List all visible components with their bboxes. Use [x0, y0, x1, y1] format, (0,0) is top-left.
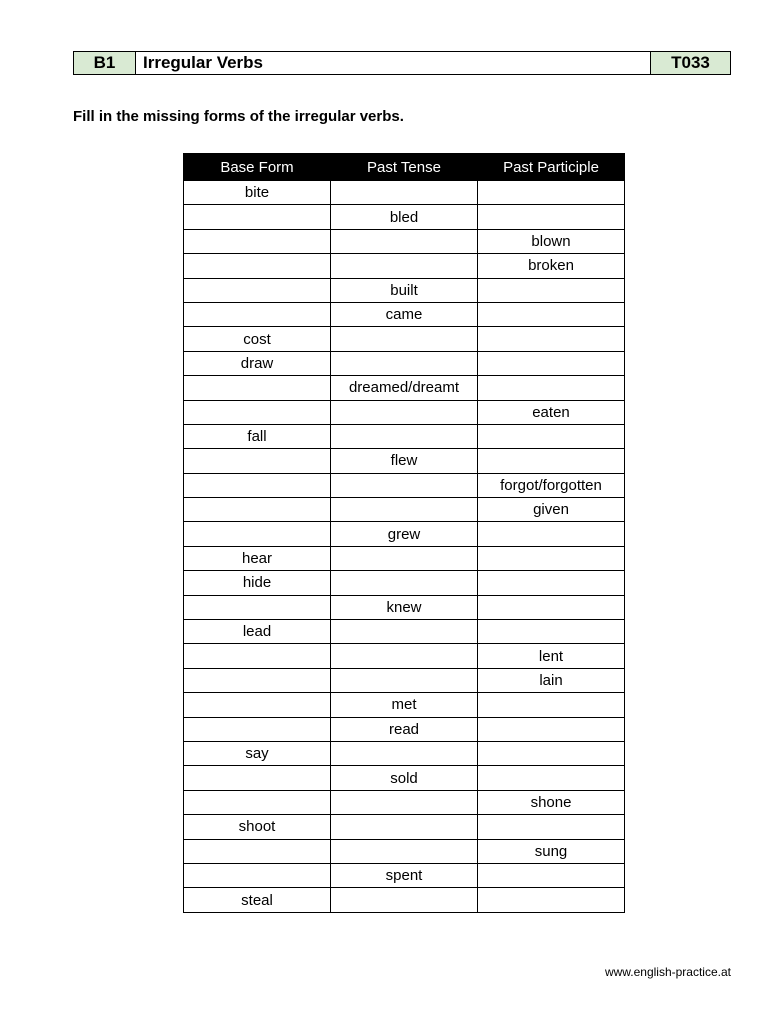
table-row — [184, 473, 625, 497]
base-form-cell — [184, 717, 331, 741]
table-row — [184, 644, 625, 668]
past-participle-cell — [478, 351, 625, 375]
past-participle-cell: shone — [478, 790, 625, 814]
table-row — [184, 717, 625, 741]
past-tense-cell: came — [331, 302, 478, 326]
past-participle-cell — [478, 278, 625, 302]
past-participle-cell: lent — [478, 644, 625, 668]
table-row — [184, 302, 625, 326]
base-form-cell — [184, 400, 331, 424]
past-tense-cell — [331, 815, 478, 839]
base-form-cell — [184, 449, 331, 473]
past-participle-cell: broken — [478, 254, 625, 278]
base-form-cell — [184, 205, 331, 229]
table-row — [184, 229, 625, 253]
past-participle-cell: blown — [478, 229, 625, 253]
past-tense-cell — [331, 327, 478, 351]
base-form-cell — [184, 790, 331, 814]
table-row — [184, 327, 625, 351]
past-tense-cell — [331, 668, 478, 692]
past-participle-cell — [478, 741, 625, 765]
past-tense-cell — [331, 839, 478, 863]
past-participle-cell — [478, 546, 625, 570]
past-participle-cell: given — [478, 498, 625, 522]
past-tense-cell: built — [331, 278, 478, 302]
past-tense-cell — [331, 620, 478, 644]
past-tense-cell: read — [331, 717, 478, 741]
past-tense-cell — [331, 546, 478, 570]
base-form-cell — [184, 644, 331, 668]
table-row — [184, 254, 625, 278]
past-tense-cell — [331, 644, 478, 668]
verb-table-body — [184, 181, 625, 913]
past-participle-cell — [478, 815, 625, 839]
base-form-cell — [184, 668, 331, 692]
past-tense-cell — [331, 741, 478, 765]
past-participle-cell — [478, 424, 625, 448]
base-form-cell — [184, 229, 331, 253]
past-participle-cell — [478, 620, 625, 644]
table-row — [184, 741, 625, 765]
base-form-cell — [184, 473, 331, 497]
base-form-cell: lead — [184, 620, 331, 644]
past-tense-cell — [331, 229, 478, 253]
past-participle-cell: sung — [478, 839, 625, 863]
past-tense-cell — [331, 424, 478, 448]
base-form-cell: cost — [184, 327, 331, 351]
table-row — [184, 693, 625, 717]
footer-url: www.english-practice.at — [604, 965, 731, 979]
past-participle-cell — [478, 717, 625, 741]
past-participle-cell — [478, 888, 625, 912]
table-row — [184, 351, 625, 375]
table-row — [184, 498, 625, 522]
past-participle-cell — [478, 595, 625, 619]
past-participle-cell — [478, 693, 625, 717]
past-tense-cell — [331, 400, 478, 424]
table-row — [184, 815, 625, 839]
instruction-text: Fill in the missing forms of the irregular verbs. — [73, 108, 404, 125]
past-participle-cell — [478, 181, 625, 205]
table-row — [184, 571, 625, 595]
past-participle-cell: lain — [478, 668, 625, 692]
base-form-cell — [184, 522, 331, 546]
past-tense-cell — [331, 351, 478, 375]
base-form-cell: hide — [184, 571, 331, 595]
base-form-cell: bite — [184, 181, 331, 205]
past-tense-cell — [331, 473, 478, 497]
past-participle-cell — [478, 205, 625, 229]
table-row — [184, 522, 625, 546]
table-row — [184, 888, 625, 912]
past-tense-cell: knew — [331, 595, 478, 619]
past-tense-cell: bled — [331, 205, 478, 229]
past-participle-cell — [478, 449, 625, 473]
past-participle-cell — [478, 571, 625, 595]
worksheet-header — [73, 51, 731, 75]
past-participle-cell: eaten — [478, 400, 625, 424]
base-form-cell — [184, 595, 331, 619]
past-tense-cell: met — [331, 693, 478, 717]
column-header-past-participle: Past Participle — [478, 154, 625, 181]
base-form-cell: fall — [184, 424, 331, 448]
past-tense-cell — [331, 888, 478, 912]
past-participle-cell — [478, 302, 625, 326]
past-tense-cell — [331, 571, 478, 595]
base-form-cell: hear — [184, 546, 331, 570]
base-form-cell — [184, 498, 331, 522]
base-form-cell: say — [184, 741, 331, 765]
table-row — [184, 424, 625, 448]
table-row — [184, 595, 625, 619]
worksheet-title: Irregular Verbs — [136, 52, 650, 74]
base-form-cell — [184, 376, 331, 400]
past-tense-cell: grew — [331, 522, 478, 546]
base-form-cell — [184, 766, 331, 790]
table-row — [184, 546, 625, 570]
base-form-cell — [184, 254, 331, 278]
table-row — [184, 863, 625, 887]
past-participle-cell — [478, 522, 625, 546]
verb-table — [183, 153, 625, 913]
past-tense-cell: dreamed/dreamt — [331, 376, 478, 400]
past-tense-cell — [331, 790, 478, 814]
past-participle-cell — [478, 766, 625, 790]
past-tense-cell — [331, 498, 478, 522]
base-form-cell — [184, 693, 331, 717]
worksheet-code: T033 — [650, 52, 730, 74]
base-form-cell — [184, 302, 331, 326]
level-badge: B1 — [74, 52, 136, 74]
past-participle-cell — [478, 863, 625, 887]
past-tense-cell: sold — [331, 766, 478, 790]
table-row — [184, 205, 625, 229]
past-tense-cell — [331, 254, 478, 278]
past-participle-cell — [478, 327, 625, 351]
column-header-base-form: Base Form — [184, 154, 331, 181]
base-form-cell — [184, 839, 331, 863]
table-row — [184, 766, 625, 790]
table-row — [184, 400, 625, 424]
base-form-cell: steal — [184, 888, 331, 912]
past-participle-cell — [478, 376, 625, 400]
column-header-past-tense: Past Tense — [331, 154, 478, 181]
table-header-row — [184, 154, 625, 181]
past-tense-cell — [331, 181, 478, 205]
base-form-cell: shoot — [184, 815, 331, 839]
table-row — [184, 376, 625, 400]
table-row — [184, 620, 625, 644]
past-participle-cell: forgot/forgotten — [478, 473, 625, 497]
table-row — [184, 839, 625, 863]
table-row — [184, 668, 625, 692]
past-tense-cell: spent — [331, 863, 478, 887]
past-tense-cell: flew — [331, 449, 478, 473]
table-row — [184, 278, 625, 302]
table-row — [184, 181, 625, 205]
base-form-cell: draw — [184, 351, 331, 375]
base-form-cell — [184, 863, 331, 887]
base-form-cell — [184, 278, 331, 302]
table-row — [184, 790, 625, 814]
table-row — [184, 449, 625, 473]
